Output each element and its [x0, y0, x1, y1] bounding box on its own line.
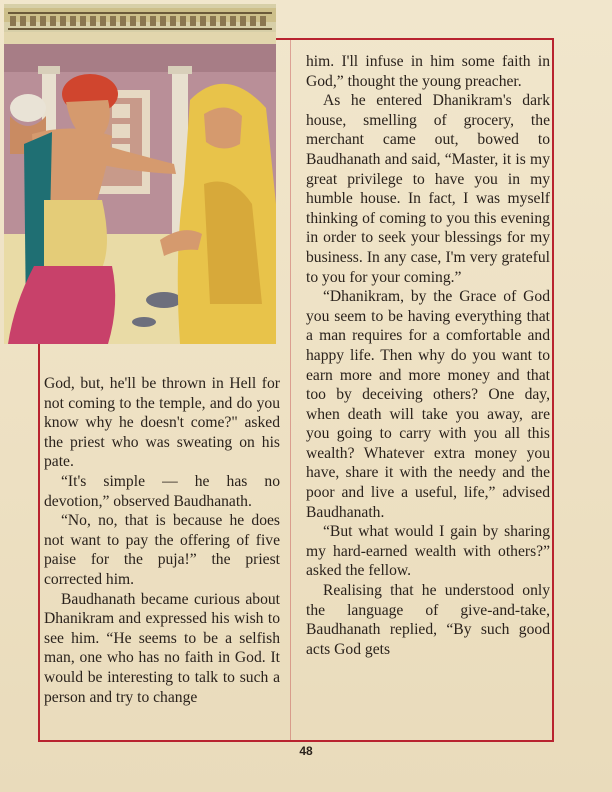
- frame-right-line: [552, 38, 554, 742]
- frame-bottom-line: [38, 740, 554, 742]
- paragraph: him. I'll infuse in him some faith in God,” thought the young preacher.: [306, 53, 550, 90]
- page-number: 48: [299, 744, 313, 758]
- paragraph: God, but, he'll be thrown in Hell for not coming to the temple, and do you know why he doesn't come?" asked the priest who was sweating on his pate.: [44, 375, 280, 471]
- paragraph: “It's simple — he has no devotion,” observed Baudhanath.: [44, 472, 280, 510]
- paragraph: “But what would I gain by sharing my hard-earned wealth with others?” asked the fellow.: [306, 523, 550, 580]
- paragraph: Realising that he understood only the language of give-and-take, Baudhanath replied, “By such good acts God gets: [306, 582, 550, 658]
- story-illustration: [4, 4, 276, 344]
- left-column: [44, 374, 280, 707]
- paragraph: As he entered Dhanikram's dark house, smelling of grocery, the merchant came out, bowed to Baudhanath and said, “Master, it is my great privilege to have you in my humble house. In fact, I was myself thinking of coming to you this evening in order to seek your blessings for my business. In any case, I'm very grateful to you for your coming.”: [306, 92, 550, 286]
- right-column: [306, 52, 550, 659]
- paragraph: “No, no, that is because he does not want to pay the offering of five paise for the puja!” the priest corrected him.: [44, 512, 280, 588]
- paragraph: Baudhanath became curious about Dhanikram and expressed his wish to see him. “He seems to be a selfish man, one who has no faith in God. It would be interesting to talk to such a person and try to change: [44, 590, 280, 706]
- frame-top-line: [276, 38, 554, 40]
- paragraph: “Dhanikram, by the Grace of God you seem to be having everything that a man requires for a comfortable and happy life. Then why do you want to earn more and more money and that too by deceiving others? One day, when death will take you away, are you going to carry with you all this wealth? Whatever extra money you have, share it with the needy and the poor and live a useful, life,” advised Baudhanath.: [306, 288, 550, 521]
- frame-gutter-line: [290, 38, 291, 740]
- frame-left-line: [38, 344, 40, 742]
